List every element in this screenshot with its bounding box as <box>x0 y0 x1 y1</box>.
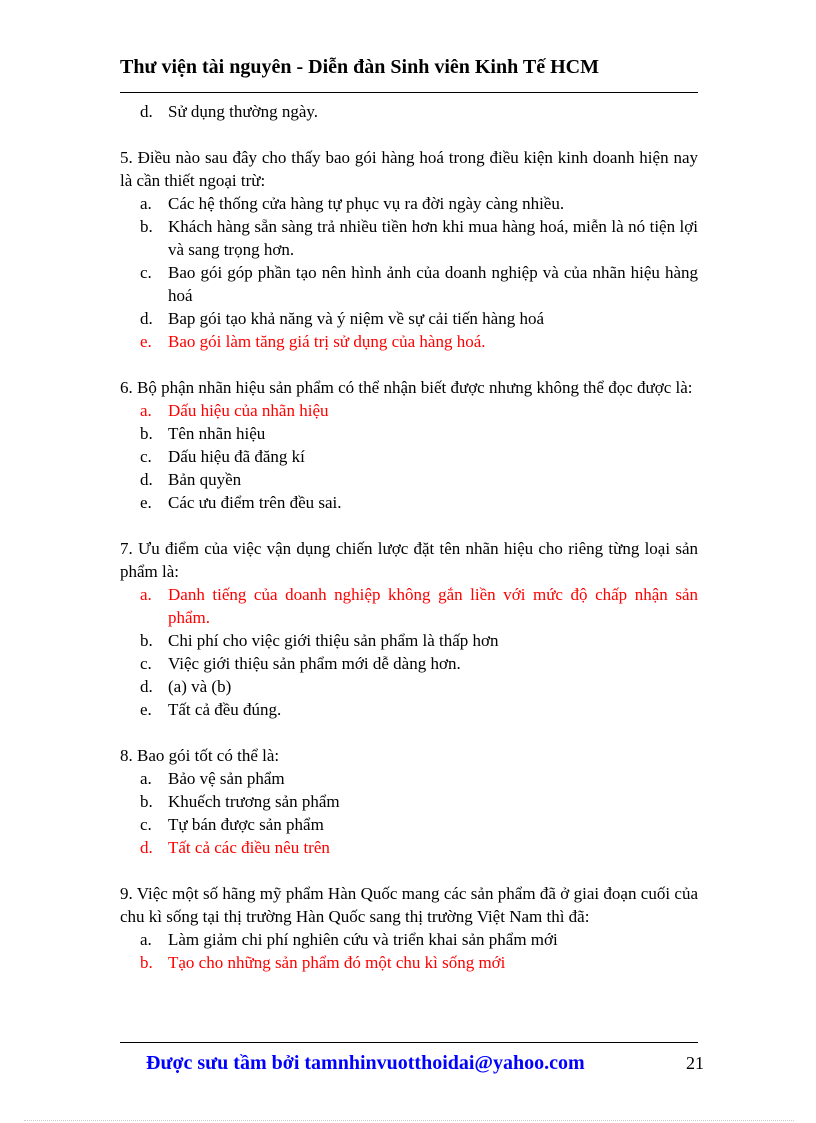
answer-option <box>120 307 698 330</box>
option-text: Bao gói làm tăng giá trị sử dụng của hàng hoá. <box>168 332 486 351</box>
answer-option <box>120 675 698 698</box>
answer-option <box>120 928 698 951</box>
option-letter: d. <box>140 838 153 857</box>
option-text: Danh tiếng của doanh nghiệp không gắn liền với mức độ chấp nhận sản phẩm. <box>168 585 698 627</box>
footer-credit: Được sưu tầm bởi tamnhinvuotthoidai@yahoo.com <box>146 1052 585 1074</box>
question-block <box>120 537 698 721</box>
option-text: Dấu hiệu của nhãn hiệu <box>168 401 329 420</box>
answer-option-correct <box>120 330 698 353</box>
page-header-title: Thư viện tài nguyên - Diễn đàn Sinh viên Kinh Tế HCM <box>120 56 599 78</box>
question-block <box>120 146 698 353</box>
option-letter: e. <box>140 493 152 512</box>
question-list <box>120 146 698 974</box>
question-text: 6. Bộ phận nhãn hiệu sản phẩm có thể nhận biết được nhưng không thể đọc được là: <box>120 378 693 397</box>
answer-option <box>120 629 698 652</box>
option-text: (a) và (b) <box>168 677 232 696</box>
option-text: Dấu hiệu đã đăng kí <box>168 447 305 466</box>
option-text: Bao gói góp phần tạo nên hình ảnh của doanh nghiệp và của nhãn hiệu hàng hoá <box>168 263 698 305</box>
answer-option <box>120 215 698 261</box>
option-letter: c. <box>140 815 152 834</box>
option-text: Sử dụng thường ngày. <box>168 102 319 121</box>
option-letter: d. <box>140 677 153 696</box>
option-letter: b. <box>140 217 153 236</box>
answer-option <box>120 813 698 836</box>
question-block <box>120 744 698 859</box>
answer-option <box>120 491 698 514</box>
answer-option-correct <box>120 399 698 422</box>
option-text: Bảo vệ sản phẩm <box>168 769 285 788</box>
option-letter: e. <box>140 700 152 719</box>
answer-option <box>120 468 698 491</box>
answer-option <box>120 698 698 721</box>
option-text: Tên nhãn hiệu <box>168 424 266 443</box>
option-letter: c. <box>140 447 152 466</box>
option-letter: a. <box>140 401 152 420</box>
option-text: Tạo cho những sản phẩm đó một chu kì sống mới <box>168 953 506 972</box>
option-letter: b. <box>140 424 153 443</box>
footer-divider <box>120 1042 698 1043</box>
question-text: 9. Việc một số hãng mỹ phẩm Hàn Quốc mang các sản phẩm đã ở giai đoạn cuối của chu kì sống tại thị trường Hàn Quốc sang thị trường Việt Nam thì đã: <box>120 884 698 926</box>
answer-option <box>120 767 698 790</box>
option-letter: d. <box>140 309 153 328</box>
answer-option <box>120 422 698 445</box>
option-text: Tất cả các điều nêu trên <box>168 838 330 857</box>
answer-option-correct <box>120 836 698 859</box>
answer-option-correct <box>120 583 698 629</box>
option-text: Các hệ thống cửa hàng tự phục vụ ra đời ngày càng nhiều. <box>168 194 565 213</box>
page-edge-divider <box>24 1120 794 1121</box>
answer-option <box>120 445 698 468</box>
question-text: 8. Bao gói tốt có thể là: <box>120 746 280 765</box>
question-block <box>120 376 698 514</box>
answer-option-correct <box>120 951 698 974</box>
option-letter: a. <box>140 769 152 788</box>
option-text: Khách hàng sẵn sàng trả nhiều tiền hơn khi mua hàng hoá, miễn là nó tiện lợi và sang trọng hơn. <box>168 217 698 259</box>
page-number: 21 <box>686 1053 704 1073</box>
option-text: Việc giới thiệu sản phẩm mới dễ dàng hơn. <box>168 654 461 673</box>
option-text: Tất cả đều đúng. <box>168 700 282 719</box>
carryover-block <box>120 100 698 123</box>
answer-option <box>120 790 698 813</box>
option-text: Chi phí cho việc giới thiệu sản phẩm là thấp hơn <box>168 631 499 650</box>
answer-option <box>120 652 698 675</box>
option-letter: b. <box>140 792 153 811</box>
option-text: Bản quyền <box>168 470 242 489</box>
option-text: Khuếch trương sản phẩm <box>168 792 340 811</box>
option-letter: e. <box>140 332 152 351</box>
header-divider <box>120 92 698 93</box>
option-text: Tự bán được sản phẩm <box>168 815 324 834</box>
option-letter: a. <box>140 930 152 949</box>
question-text: 7. Ưu điểm của việc vận dụng chiến lược đặt tên nhãn hiệu cho riêng từng loại sản phẩm là: <box>120 539 698 581</box>
page-content <box>120 100 698 974</box>
option-letter: d. <box>140 102 153 121</box>
option-text: Các ưu điểm trên đều sai. <box>168 493 342 512</box>
answer-option <box>120 261 698 307</box>
question-text: 5. Điều nào sau đây cho thấy bao gói hàng hoá trong điều kiện kinh doanh hiện nay là cần thiết ngoại trừ: <box>120 148 698 190</box>
option-letter: c. <box>140 263 152 282</box>
option-letter: b. <box>140 953 153 972</box>
option-text: Bap gói tạo khả năng và ý niệm về sự cải tiến hàng hoá <box>168 309 545 328</box>
option-letter: b. <box>140 631 153 650</box>
answer-option <box>120 192 698 215</box>
option-letter: a. <box>140 585 152 604</box>
question-block <box>120 882 698 974</box>
option-letter: a. <box>140 194 152 213</box>
option-letter: c. <box>140 654 152 673</box>
answer-option <box>120 100 698 123</box>
option-text: Làm giảm chi phí nghiên cứu và triển khai sản phẩm mới <box>168 930 558 949</box>
option-letter: d. <box>140 470 153 489</box>
